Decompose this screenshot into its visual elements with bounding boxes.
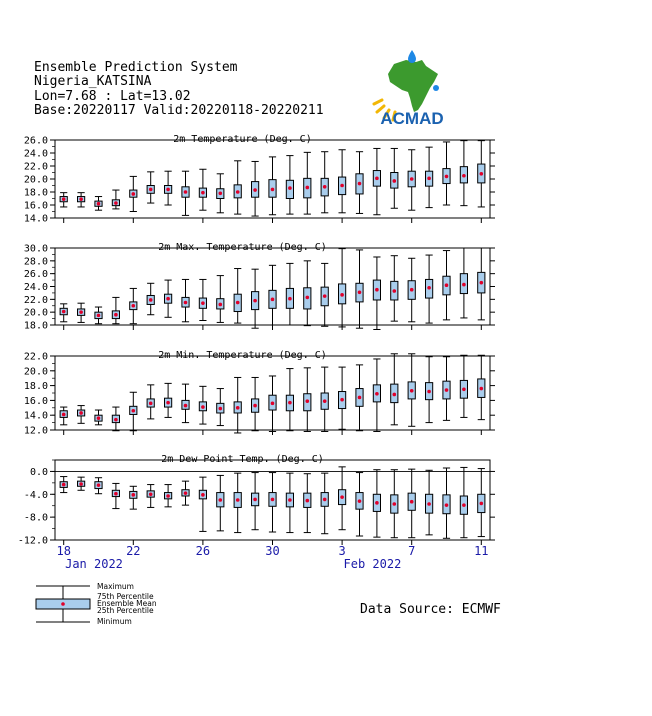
ensemble-mean-point [149,492,153,496]
x-tick-label: 7 [408,544,416,558]
ensemble-mean-point [462,174,466,178]
ensemble-mean-point [462,388,466,392]
ensemble-mean-point [97,202,101,206]
y-tick-label: 18.0 [23,320,48,332]
panel-title: 2m Min. Temperature (Deg. C) [158,350,327,361]
ensemble-mean-point [149,188,153,192]
ensemble-mean-point [393,502,397,506]
ensemble-mean-point [323,399,327,403]
ensemble-mean-point [236,301,240,305]
y-tick-label: 18.0 [23,187,48,199]
ensemble-mean-point [184,190,188,194]
logo-text: ACMAD [380,109,444,126]
ensemble-mean-point [393,393,397,397]
coordinates: Lon=7.68 : Lat=13.02 [34,89,191,104]
ensemble-mean-point [253,299,257,303]
y-tick-label: 30.0 [23,243,48,255]
ensemble-mean-point [288,401,292,405]
y-tick-label: 22.0 [23,351,48,363]
ensemble-mean-point [393,179,397,183]
ensemble-mean-point [462,503,466,507]
y-tick-label: 0.0 [29,466,48,478]
ensemble-mean-point [62,483,66,487]
ensemble-mean-point [410,500,414,504]
ensemble-mean-point [340,495,344,499]
legend-maximum-label: Maximum [97,582,134,591]
ensemble-mean-point [253,498,257,502]
ensemble-mean-point [114,492,118,496]
ensemble-mean-point [358,182,362,186]
y-tick-label: 26.0 [23,269,48,281]
ensemble-mean-point [79,411,83,415]
y-tick-label: 16.0 [23,395,48,407]
y-tick-label: 20.0 [23,307,48,319]
ensemble-mean-point [201,191,205,195]
ensemble-mean-point [79,482,83,486]
ensemble-mean-point [114,201,118,205]
panel-title: 2m Temperature (Deg. C) [173,134,312,145]
y-tick-label: 28.0 [23,256,48,268]
ensemble-mean-point [288,186,292,190]
ensemble-mean-point [97,314,101,318]
y-tick-label: 22.0 [23,161,48,173]
ensemble-mean-point [323,294,327,298]
ensemble-mean-point [462,283,466,287]
ensemble-mean-point [445,283,449,287]
ensemble-mean-point [480,502,484,506]
chart-panel-4 [18,454,495,547]
chart-panel-3 [24,350,495,437]
data-source: Data Source: ECMWF [360,602,501,617]
ensemble-mean-point [340,293,344,297]
ensemble-mean-point [306,499,310,503]
ensemble-mean-point [323,498,327,502]
ensemble-mean-point [375,392,379,396]
y-tick-label: 20.0 [23,366,48,378]
base-valid-dates: Base:20220117 Valid:20220118-20220211 [34,103,324,118]
ensemble-mean-point [480,281,484,285]
y-tick-label: -12.0 [17,535,48,547]
y-tick-label: 24.0 [23,148,48,160]
panel-title: 2m Max. Temperature (Deg. C) [158,242,327,253]
ensemble-mean-point [132,304,136,308]
ensemble-mean-point [219,498,223,502]
x-tick-label: 22 [126,544,141,558]
ensemble-mean-point [253,188,257,192]
ensemble-mean-point [427,390,431,394]
legend [36,582,157,626]
ensemble-mean-point [236,190,240,194]
ensemble-mean-point [201,301,205,305]
ensemble-mean-point [358,396,362,400]
location-name: Nigeria_KATSINA [34,74,152,89]
y-tick-label: -4.0 [23,489,48,501]
x-tick-label: 26 [195,544,211,558]
ensemble-mean-point [79,197,83,201]
ensemble-mean-point [271,188,275,192]
x-month-label: Feb 2022 [343,557,402,571]
ensemble-mean-point [445,503,449,507]
ensemble-mean-point [271,298,275,302]
ensemble-mean-point [306,296,310,300]
ensemble-mean-point [132,493,136,497]
y-tick-label: -8.0 [23,512,48,524]
y-tick-label: 12.0 [23,425,48,437]
chart-panel-2 [24,242,495,332]
ensemble-mean-point [288,498,292,502]
ensemble-mean-point [375,501,379,505]
ensemble-mean-point [149,298,153,302]
ensemble-mean-point [236,498,240,502]
ensemble-mean-point [166,297,170,301]
ensemble-mean-point [358,499,362,503]
legend-p25-label: 25th Percentile [97,606,154,615]
x-month-label: Jan 2022 [65,557,123,571]
ensemble-mean-point [219,303,223,307]
ensemble-mean-point [114,313,118,317]
ensemble-mean-point [184,491,188,495]
y-tick-label: 22.0 [23,294,48,306]
y-tick-label: 24.0 [23,282,48,293]
ensemble-mean-point [132,192,136,196]
ensemble-mean-point [358,290,362,294]
ensemble-mean-point [306,186,310,190]
ensemble-mean-point [288,297,292,301]
ensemble-mean-point [306,399,310,403]
ensemble-mean-point [219,407,223,411]
ensemble-mean-point [166,494,170,498]
ensemble-mean-point [149,402,153,406]
ensemble-mean-point [62,413,66,417]
ensemble-mean-point [445,175,449,179]
legend-minimum-label: Minimum [97,617,132,626]
ensemble-mean-point [184,301,188,305]
ensemble-mean-point [62,310,66,314]
ensemble-mean-point [62,197,66,201]
y-tick-label: 26.0 [23,135,48,147]
ensemble-mean-point [480,387,484,391]
legend-mean-point [61,602,65,606]
ensemble-mean-point [410,389,414,393]
ensemble-mean-point [427,502,431,506]
ensemble-mean-point [97,416,101,420]
y-tick-label: 20.0 [23,174,48,186]
x-tick-label: 30 [265,544,280,558]
ensemble-mean-point [375,288,379,292]
ensemble-mean-point [166,401,170,405]
y-tick-label: 14.0 [23,213,48,225]
ensemble-mean-point [323,185,327,189]
ensemble-mean-point [410,288,414,292]
system-title: Ensemble Prediction System [34,60,238,75]
ensemble-mean-point [340,184,344,188]
panel-title: 2m Dew Point Temp. (Deg. C) [161,454,324,465]
legend-p75-label: 75th Percentile [97,592,154,601]
ensemble-mean-point [79,310,83,314]
ensemble-mean-point [253,404,257,408]
ensemble-mean-point [201,493,205,497]
x-tick-label: 3 [338,544,346,558]
ensemble-mean-point [271,402,275,406]
ensemble-mean-point [166,188,170,192]
ensemble-mean-point [97,483,101,487]
ensemble-mean-point [480,172,484,176]
ensemble-mean-point [410,177,414,181]
ensemble-mean-point [393,289,397,293]
x-tick-label: 11 [474,544,489,558]
ensemble-mean-point [184,404,188,408]
x-tick-label: 18 [56,544,71,558]
ensemble-mean-point [271,498,275,502]
y-tick-label: 18.0 [23,381,48,393]
ensemble-mean-point [132,409,136,413]
ensemble-mean-point [427,177,431,181]
ensemble-mean-point [201,405,205,409]
ensemble-mean-point [219,192,223,196]
ensemble-mean-point [236,406,240,410]
legend-mean-label: Ensemble Mean [97,599,157,608]
ensemble-mean-point [375,177,379,181]
y-tick-label: 14.0 [23,410,48,422]
ensemble-mean-point [445,388,449,392]
ensemble-mean-point [114,418,118,422]
chart-panel-1 [24,134,495,225]
ensemble-mean-point [340,398,344,402]
ensemble-mean-point [427,286,431,290]
y-tick-label: 16.0 [23,200,48,212]
